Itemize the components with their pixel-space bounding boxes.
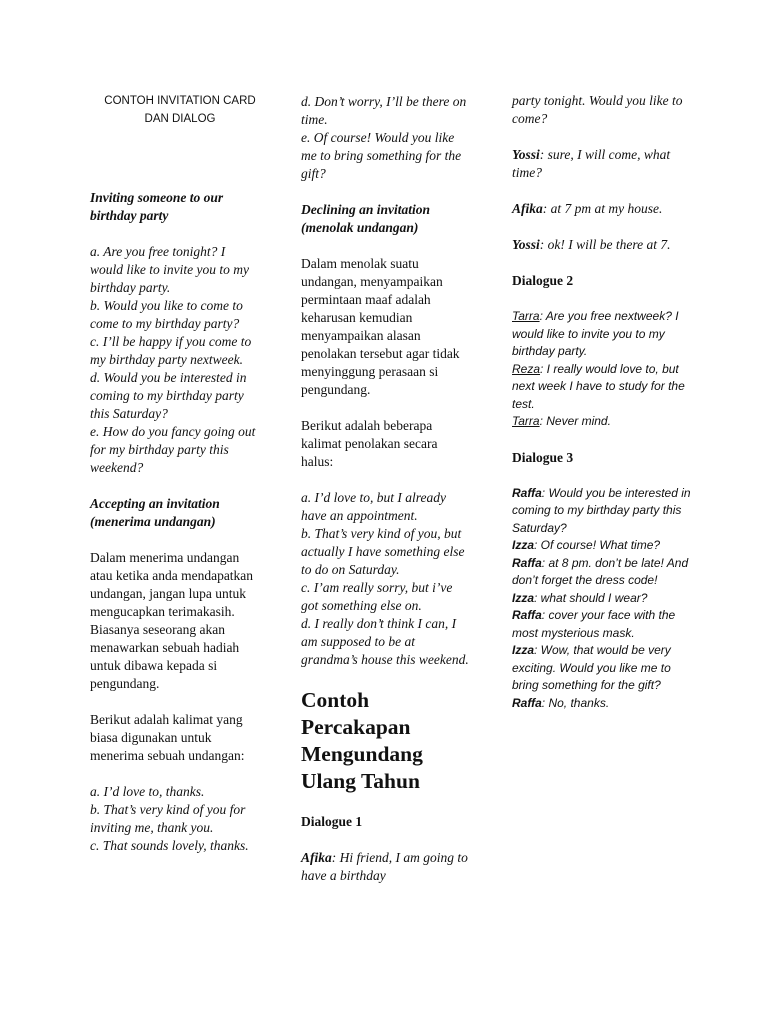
dialogue-1-line — [512, 236, 692, 254]
inviting-item: c. I’ll be happy if you come to my birthday party nextweek. — [90, 334, 252, 367]
speaker-name: Yossi — [512, 237, 540, 252]
dialogue-text: : what should I wear? — [534, 590, 648, 605]
title-line-1: CONTOH INVITATION CARD — [104, 95, 256, 107]
accepting-paragraph-2: Berikut adalah kalimat yang biasa digunakan untuk menerima sebuah undangan: — [90, 712, 245, 763]
speaker-name: Raffa — [512, 608, 542, 622]
dialogue-text: : I really would love to, but next week I have to study for the test. — [512, 361, 685, 411]
accepting-item: e. Of course! Would you like me to bring something for the gift? — [301, 130, 462, 181]
declining-item: c. I’am really sorry, but i’ve got something else on. — [301, 580, 453, 613]
dialogue-text: : cover your face with the most mysterious mask. — [512, 608, 676, 640]
speaker-name: Afika — [512, 201, 543, 216]
dialogue-text: : Hi friend, I am going to have a birthday — [301, 850, 468, 883]
speaker-name: Yossi — [512, 147, 540, 162]
dialogue-3-heading: Dialogue 3 — [512, 449, 574, 465]
dialogue-text: : at 7 pm at my house. — [542, 201, 663, 216]
column-1 — [90, 92, 260, 873]
dialogue-1-line — [301, 849, 471, 885]
speaker-name: Afika — [301, 850, 332, 865]
dialogue-3-line — [512, 642, 692, 695]
dialogue-3 — [512, 485, 692, 713]
speaker-name: Tarra — [512, 309, 540, 323]
section-title: Contoh Percakapan Mengundang Ulang Tahun — [301, 688, 423, 793]
speaker-name: Tarra — [512, 414, 540, 428]
dialogue-3-line — [512, 607, 692, 642]
dialogue-2-line — [512, 308, 692, 361]
inviting-heading: Inviting someone to our birthday party — [90, 190, 224, 223]
inviting-item: e. How do you fancy going out for my birthday party this weekend? — [90, 424, 256, 475]
dialogue-text: : at 8 pm. don’t be late! And don’t forget the dress code! — [512, 555, 689, 587]
speaker-name: Raffa — [512, 695, 542, 710]
inviting-item: d. Would you be interested in coming to my birthday party this Saturday? — [90, 370, 247, 421]
dialogue-text: : sure, I will come, what time? — [512, 147, 671, 180]
dialogue-2 — [512, 308, 692, 431]
accepting-item: b. That’s very kind of you for inviting me, thank you. — [90, 802, 246, 835]
dialogue-text: : Are you free nextweek? I would like to invite you to my birthday party. — [512, 309, 679, 358]
dialogue-text: : No, thanks. — [541, 695, 610, 710]
inviting-list — [90, 243, 260, 477]
dialogue-2-heading: Dialogue 2 — [512, 273, 574, 288]
dialogue-text: : ok! I will be there at 7. — [539, 237, 671, 252]
accepting-heading: Accepting an invitation (menerima undangan) — [90, 496, 220, 529]
accepting-item: c. That sounds lovely, thanks. — [90, 838, 249, 853]
dialogue-2-line — [512, 361, 692, 414]
dialogue-3-line — [512, 555, 692, 590]
dialogue-1-heading: Dialogue 1 — [301, 814, 363, 829]
accepting-list-part-1 — [90, 783, 260, 855]
declining-paragraph-1: Dalam menolak suatu undangan, menyampaikan permintaan maaf adalah keharusan kemudian menyampaikan alasan penolakan tersebut agar tidak menyinggung perasaan si pengundang. — [301, 256, 460, 397]
declining-item: a. I’d love to, but I already have an appointment. — [301, 490, 446, 523]
dialogue-text: : Never mind. — [539, 414, 611, 428]
dialogue-text: : Would you be interested in coming to my birthday party this Saturday? — [512, 485, 691, 535]
dialogue-1-continuation: party tonight. Would you like to come? — [512, 93, 683, 126]
speaker-name: Izza — [512, 538, 535, 552]
dialogue-3-line — [512, 590, 692, 608]
declining-paragraph-2: Berikut adalah beberapa kalimat penolakan secara halus: — [301, 418, 438, 469]
dialogue-1-line — [512, 200, 692, 218]
accepting-item: a. I’d love to, thanks. — [90, 784, 205, 799]
declining-item: b. That’s very kind of you, but actually I have something else to do on Saturday. — [301, 526, 465, 577]
declining-heading: Declining an invitation (menolak undangan) — [301, 202, 431, 235]
speaker-name: Raffa — [512, 485, 542, 500]
speaker-name: Izza — [512, 590, 535, 605]
accepting-list-part-2 — [301, 93, 471, 183]
dialogue-3-line — [512, 695, 692, 713]
document-title — [80, 92, 280, 128]
accepting-paragraph-1: Dalam menerima undangan atau ketika anda mendapatkan undangan, jangan lupa untuk mengucapkan terimakasih. Biasanya seseorang akan menawarkan sebuah hadiah untuk dibawa kepada si pengundang. — [90, 550, 254, 691]
inviting-item: a. Are you free tonight? I would like to invite you to my birthday party. — [90, 244, 249, 295]
dialogue-text: : Wow, that would be very exciting. Would you like me to bring something for the gift? — [512, 643, 671, 692]
dialogue-3-line — [512, 485, 692, 538]
declining-list — [301, 489, 471, 669]
declining-item: d. I really don’t think I can, I am supposed to be at grandma’s house this weekend. — [301, 616, 469, 667]
dialogue-2-line — [512, 413, 692, 431]
speaker-name: Izza — [512, 643, 535, 657]
speaker-name: Raffa — [512, 555, 542, 570]
title-line-2: DAN DIALOG — [144, 113, 216, 125]
dialogue-1-line — [512, 146, 692, 182]
column-2 — [301, 93, 471, 885]
dialogue-text: : Of course! What time? — [534, 538, 661, 552]
inviting-item: b. Would you like to come to come to my birthday party? — [90, 298, 243, 331]
column-3 — [512, 92, 692, 730]
accepting-item: d. Don’t worry, I’ll be there on time. — [301, 94, 467, 127]
dialogue-3-line — [512, 537, 692, 555]
speaker-name: Reza — [512, 361, 541, 376]
